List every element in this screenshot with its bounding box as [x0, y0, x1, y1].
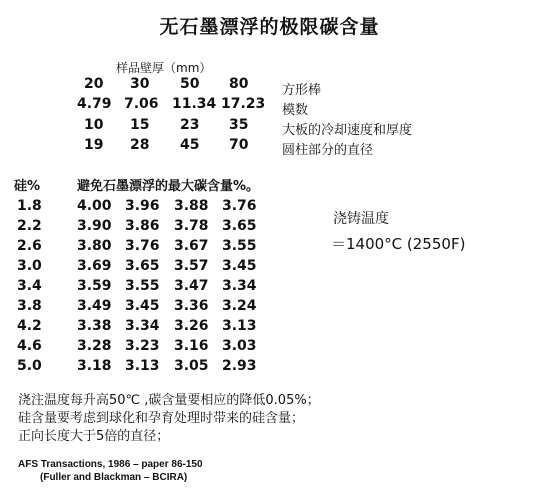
- table-cell: 15: [130, 117, 150, 133]
- table-cell: 45: [180, 137, 200, 153]
- page-title: 无石墨漂浮的极限碳含量: [159, 16, 380, 38]
- reference-citation: AFS Transactions, 1986 – paper 86-150: [18, 459, 203, 470]
- silicon-cell: 3.4: [17, 278, 42, 294]
- table-cell: 3.96: [125, 198, 160, 214]
- note-line: 浇注温度每升高50℃ ,碳含量要相应的降低0.05%；: [18, 393, 320, 408]
- table-cell: 3.16: [174, 338, 209, 354]
- reference-authors: (Fuller and Blackman – BCIRA): [40, 472, 188, 483]
- row-label-plate-cooling: 大板的冷却速度和厚度: [282, 123, 413, 138]
- table-cell: 3.57: [174, 258, 209, 274]
- silicon-cell: 3.8: [17, 298, 42, 314]
- note-line: 硅含量要考虑到球化和孕育处理时带来的硅含量；: [18, 411, 305, 426]
- table-cell: 28: [130, 137, 150, 153]
- table-cell: 3.47: [174, 278, 209, 294]
- table-cell: 19: [84, 137, 104, 153]
- max-carbon-header: 避免石墨漂浮的最大碳含量%。: [77, 179, 260, 194]
- table-cell: 3.26: [174, 318, 209, 334]
- table-cell: 3.80: [77, 238, 112, 254]
- table-cell: 3.90: [77, 218, 112, 234]
- silicon-cell: 4.6: [17, 338, 42, 354]
- table-cell: 4.79: [77, 96, 112, 112]
- table-cell: 3.34: [125, 318, 160, 334]
- table-cell: 3.69: [77, 258, 112, 274]
- table-cell: 3.76: [125, 238, 160, 254]
- table-cell: 3.24: [222, 298, 257, 314]
- table-cell: 20: [84, 76, 104, 92]
- silicon-cell: 1.8: [17, 198, 42, 214]
- table-cell: 3.05: [174, 358, 209, 374]
- table-cell: 3.36: [174, 298, 209, 314]
- silicon-cell: 2.2: [17, 218, 42, 234]
- table-cell: 17.23: [221, 96, 266, 112]
- table-cell: 3.18: [77, 358, 112, 374]
- silicon-cell: 4.2: [17, 318, 42, 334]
- table-cell: 3.38: [77, 318, 112, 334]
- silicon-cell: 3.0: [17, 258, 42, 274]
- table-cell: 70: [229, 137, 249, 153]
- table-cell: 3.78: [174, 218, 209, 234]
- table-cell: 23: [180, 117, 200, 133]
- table-cell: 3.13: [125, 358, 160, 374]
- table-cell: 35: [229, 117, 249, 133]
- table-cell: 3.13: [222, 318, 257, 334]
- pouring-temp-value: ＝1400°C (2550F): [331, 235, 466, 253]
- table-cell: 30: [130, 76, 150, 92]
- table-cell: 3.34: [222, 278, 257, 294]
- table-cell: 3.86: [125, 218, 160, 234]
- table-cell: 50: [180, 76, 200, 92]
- table-cell: 3.59: [77, 278, 112, 294]
- table-cell: 3.45: [222, 258, 257, 274]
- table-cell: 3.03: [222, 338, 257, 354]
- table-cell: 3.65: [222, 218, 257, 234]
- table-cell: 10: [84, 117, 104, 133]
- note-line: 正向长度大于5倍的直径；: [18, 429, 170, 444]
- table-cell: 7.06: [124, 96, 159, 112]
- table-cell: 3.49: [77, 298, 112, 314]
- table-cell: 3.88: [174, 198, 209, 214]
- table-cell: 3.28: [77, 338, 112, 354]
- pouring-temp-label: 浇铸温度: [333, 211, 389, 227]
- wall-thickness-label: 样品壁厚（mm）: [116, 61, 212, 75]
- row-label-cylinder-diameter: 圆柱部分的直径: [282, 143, 374, 158]
- table-cell: 3.76: [222, 198, 257, 214]
- row-label-modulus: 模数: [282, 103, 309, 118]
- table-cell: 3.55: [222, 238, 257, 254]
- table-cell: 4.00: [77, 198, 112, 214]
- table-cell: 80: [229, 76, 249, 92]
- silicon-header: 硅%: [14, 179, 41, 194]
- row-label-square-bar: 方形棒: [282, 83, 322, 98]
- silicon-cell: 2.6: [17, 238, 42, 254]
- table-cell: 3.55: [125, 278, 160, 294]
- table-cell: 3.65: [125, 258, 160, 274]
- table-cell: 3.23: [125, 338, 160, 354]
- table-cell: 3.67: [174, 238, 209, 254]
- table-cell: 2.93: [222, 358, 257, 374]
- table-cell: 11.34: [172, 96, 217, 112]
- table-cell: 3.45: [125, 298, 160, 314]
- silicon-cell: 5.0: [17, 358, 42, 374]
